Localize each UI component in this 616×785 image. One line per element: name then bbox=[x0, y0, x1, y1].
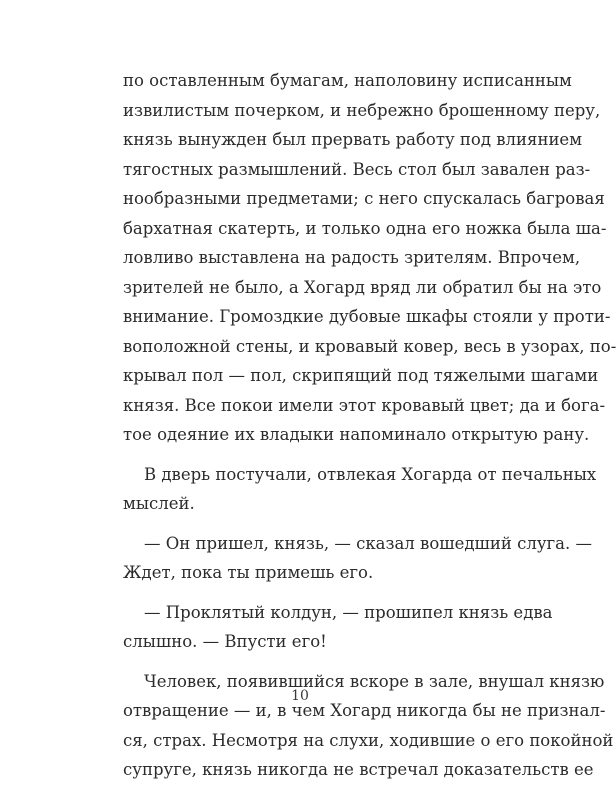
paragraph bbox=[123, 460, 597, 519]
text-line: внимание. Громоздкие дубовые шкафы стояли у проти- bbox=[123, 307, 611, 326]
text-line: крывал пол — пол, скрипящий под тяжелыми шагами bbox=[123, 366, 599, 385]
text-line: нообразными предметами; с него спускалась багровая bbox=[123, 189, 605, 208]
paragraph bbox=[123, 529, 593, 588]
text-line: извилистым почерком, и небрежно брошенному перу, bbox=[123, 100, 601, 120]
text-line: ся, страх. Несмотря на слухи, ходившие о его покойной bbox=[123, 730, 614, 750]
text-line: Человек, появившийся вскоре в зале, внушал князю bbox=[144, 671, 605, 691]
text-line: мыслей. bbox=[123, 494, 195, 513]
text-line: — Он пришел, князь, — сказал вошедший слуга. — bbox=[144, 533, 593, 553]
text-line: воположной стены, и кровавый ковер, весь в узорах, по- bbox=[123, 336, 616, 356]
body-text bbox=[123, 66, 616, 785]
text-line: слышно. — Впусти его! bbox=[123, 632, 327, 651]
page-number: 10 bbox=[291, 688, 309, 704]
text-line: князь вынужден был прервать работу под влиянием bbox=[123, 130, 583, 149]
paragraph bbox=[123, 598, 553, 657]
text-line: ловливо выставлена на радость зрителям. Впрочем, bbox=[123, 248, 581, 267]
text-line: зрителей не было, а Хогард вряд ли обратил бы на это bbox=[123, 277, 602, 297]
text-line: тягостных размышлений. Весь стол был завален раз- bbox=[123, 159, 591, 179]
text-line: бархатная скатерть, и только одна его ножка была ша- bbox=[123, 218, 607, 238]
text-line: — Проклятый колдун, — прошипел князь едва bbox=[144, 602, 553, 622]
text-line: отвращение — и, в чем Хогард никогда бы не признал- bbox=[123, 701, 606, 720]
text-line: В дверь постучали, отвлекая Хогарда от печальных bbox=[144, 464, 597, 484]
text-line: супруге, князь никогда не встречал доказательств ее bbox=[123, 760, 594, 779]
paragraph bbox=[123, 667, 614, 785]
text-line: тое одеяние их владыки напоминало открытую рану. bbox=[123, 425, 590, 444]
text-line: князя. Все покои имели этот кровавый цвет; да и бога- bbox=[123, 395, 606, 415]
paragraph bbox=[123, 66, 616, 450]
text-line: Ждет, пока ты примешь его. bbox=[123, 563, 374, 582]
text-line: по оставленным бумагам, наполовину исписанным bbox=[123, 71, 572, 90]
